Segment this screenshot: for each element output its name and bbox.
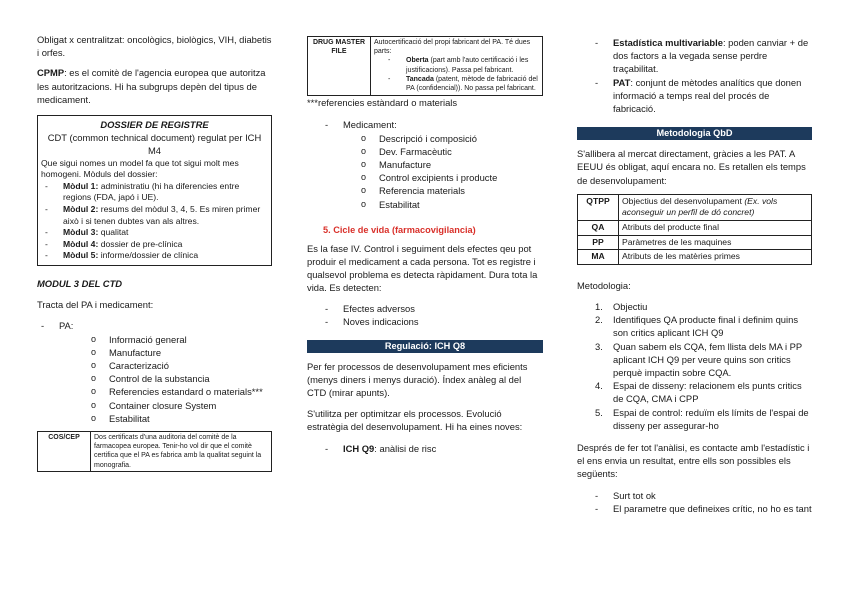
pa-label: - PA: xyxy=(37,319,272,332)
step-text: Quan sabem els CQA, fem llista dels MA i PP aplicant ICH Q9 per veure quins son critics perquè impactin sobre CQA. xyxy=(613,340,802,379)
module-label: Mòdul 2: xyxy=(63,204,99,214)
section-5-text: Es la fase IV. Control i seguiment dels efectes qeu pot produir el medicament a cada persona. Tot es registre i qualsevol problema es detecta ràpidament. Dura tota la vida. Es detecten: xyxy=(307,242,538,294)
detect-item: - Efectes adversos xyxy=(321,302,543,315)
module-text: resums del mòdul 3, 4, 5. Es miren primer això i si tenen dubtes van als altres. xyxy=(63,204,261,226)
ich-label: ICH Q9 xyxy=(343,443,375,455)
med-item: o Referencia materials xyxy=(361,184,543,197)
tool-label: Estadística multivariable xyxy=(613,37,723,48)
module-item xyxy=(41,181,268,204)
module-label: Mòdul 4: xyxy=(63,238,99,249)
drug-part-label: Tancada xyxy=(406,75,434,83)
dossier-intro: Que sigui nomes un model fa que tot sigui molt mes homogeni. Mòduls del dossier: xyxy=(41,157,239,180)
pa-list xyxy=(37,319,272,332)
section-5-title: 5. Cicle de vida (farmacovigilancia) xyxy=(323,224,476,235)
pa-item: o Manufacture xyxy=(91,346,272,359)
table-row xyxy=(578,221,812,236)
tool-text: : conjunt de mètodes analítics que donen informació a temps real del procés de fabricació. xyxy=(613,76,802,115)
table-value xyxy=(619,194,812,220)
step-item: 3. Quan sabem els CQA, fem llista dels MA i PP aplicant ICH Q9 per veure quins son critics perquè impactin sobre CQA. xyxy=(595,340,802,379)
result-item: - El parametre que defineixes crític, no ho es tant xyxy=(591,502,812,515)
drug-part xyxy=(384,56,539,74)
cpmp-paragraph xyxy=(37,66,272,106)
module-item xyxy=(41,227,268,239)
table-value: Paràmetres de les maquines xyxy=(619,235,812,250)
tool-item xyxy=(591,76,812,116)
after-text: Després de fer tot l'anàlisi, es contacte amb l'estadístic i el ens envia un resultat, entre ells son possibles els següents: xyxy=(577,442,810,480)
med-list xyxy=(321,118,543,131)
ich-text: : anàlisi de risc xyxy=(374,443,437,455)
drug-part-label: Oberta xyxy=(406,57,429,65)
table-key: PP xyxy=(578,235,619,250)
detect-list xyxy=(321,302,543,328)
module-text: administratiu (hi ha diferencies entre regions (FDA, japó i UE). xyxy=(63,180,240,203)
pa-item: o Container closure System xyxy=(91,399,272,412)
dossier-subtitle: CDT (common technical document) regulat per ICH M4 xyxy=(47,132,262,157)
module-label: Mòdul 3: xyxy=(63,227,99,238)
pa-item: o Control de la substancia xyxy=(91,372,272,385)
tool-text: : poden canviar + de dos factors a la vegada sense perdre traçabilitat. xyxy=(613,37,809,75)
tool-item xyxy=(591,36,812,76)
column-1 xyxy=(37,0,272,472)
dossier-modules xyxy=(41,181,268,262)
table-value: Atributs del producte final xyxy=(619,221,812,236)
drug-part-text: (part amb l'auto certificació i les justificacions). Passa pel fabricant. xyxy=(406,57,529,74)
cos-label: COS/CEP xyxy=(38,432,91,472)
pa-item: o Caracterizació xyxy=(91,359,272,372)
table-row xyxy=(578,250,812,265)
metodologia-label: Metodologia: xyxy=(577,279,631,291)
table-value-text: Objectius del desenvolupament xyxy=(622,195,745,206)
ich-list xyxy=(321,442,543,455)
med-item: o Manufacture xyxy=(361,158,543,171)
module-text: qualitat xyxy=(98,227,129,238)
module-item xyxy=(41,250,268,262)
dossier-title: DOSSIER DE REGISTRE xyxy=(100,119,209,131)
step-text: Identifiques QA producte final i definim quins son critics aplicant ICH Q9 xyxy=(613,314,799,339)
intro-paragraph: Obligat x centralitzat: oncològics, biològics, VIH, diabetis i orfes. xyxy=(37,34,272,59)
drug-parts xyxy=(384,56,539,93)
drug-intro: Autocertificació del propi fabricant del PA. Té dues parts: xyxy=(374,39,531,56)
module-item xyxy=(41,239,268,251)
table-key: QTPP xyxy=(578,194,619,220)
step-text: Objectiu xyxy=(613,301,648,312)
table-value: Atributs de les matèries primes xyxy=(619,250,812,265)
drug-master-file-table xyxy=(307,36,543,96)
results-list xyxy=(591,489,812,515)
step-item: 5. Espai de control: reduïm els límits de l'espai de disseny per assegurar-ho xyxy=(595,406,809,431)
table-key: MA xyxy=(578,250,619,265)
regulacio-p2: S'utilitza per optimitzar els processos. Evolució estratègia del desenvolupament. Hi ha eines noves: xyxy=(307,407,523,432)
med-item: o Estabilitat xyxy=(361,198,543,211)
ich-item xyxy=(321,442,543,455)
med-item: o Descripció i composició xyxy=(361,132,543,145)
step-item: 4. Espai de disseny: relacionem els punts critics de CQA, CMA i CPP xyxy=(595,380,802,405)
step-item: 2. Identifiques QA producte final i definim quins son critics aplicant ICH Q9 xyxy=(595,314,799,339)
pa-item: o Referencies estandard o materials*** xyxy=(91,385,272,398)
step-text: Espai de control: reduïm els límits de l'espai de disseny per assegurar-ho xyxy=(613,406,809,431)
table-value-example: (Ex. vols aconseguir un perfil de dó concret) xyxy=(622,195,778,218)
detect-item: - Noves indicacions xyxy=(321,315,543,328)
cos-text: Dos certificats d'una auditoria del comitè de la farmacopea europea. Tenir-ho vol dir que el comitè certifica que el PA es fabrica amb la qualitat seguint la monografia. xyxy=(91,432,272,472)
dossier-box xyxy=(37,115,272,266)
tools-list xyxy=(591,36,812,115)
step-text: Espai de disseny: relacionem els punts critics de CQA, CMA i CPP xyxy=(613,380,802,405)
med-items xyxy=(361,132,543,211)
module-text: informe/dossier de clínica xyxy=(98,250,199,261)
table-row xyxy=(578,194,812,220)
mod3-intro: Tracta del PA i medicament: xyxy=(37,299,154,311)
module-label: Mòdul 1: xyxy=(63,180,99,191)
med-label: - Medicament: xyxy=(321,118,543,131)
qbd-bar: Metodologia QbD xyxy=(577,127,812,140)
pa-items xyxy=(91,333,272,425)
med-item: o Dev. Farmacèutic xyxy=(361,145,543,158)
result-item: - Surt tot ok xyxy=(591,489,812,502)
med-item: o Control excipients i producte xyxy=(361,171,543,184)
module-label: Mòdul 5: xyxy=(63,250,99,261)
drug-label: DRUG MASTER FILE xyxy=(308,37,371,96)
mod3-heading: MODUL 3 DEL CTD xyxy=(37,277,123,289)
column-3 xyxy=(577,0,812,515)
module-item xyxy=(41,204,268,227)
pa-item: o Informació general xyxy=(91,333,272,346)
ref-note: ***referencies estàndard o materials xyxy=(307,97,458,109)
cpmp-term: CPMP xyxy=(37,67,65,79)
regulacio-p1: Per fer processos de desenvolupament mes eficients (menys diners i menys duració). Índex anàleg al del CTD (mirar apunts). xyxy=(307,361,528,399)
qbd-table xyxy=(577,194,812,265)
cos-cep-table xyxy=(37,431,272,472)
tool-label: PAT xyxy=(613,76,631,88)
module-text: dossier de pre-clínica xyxy=(98,238,183,249)
table-row xyxy=(578,235,812,250)
qbd-text: S'allibera al mercat directament, gràcies a les PAT. A EEUU és obligat, aquí encara no. Es retallen els temps de desenvolupament: xyxy=(577,148,806,186)
regulacio-bar: Regulació: ICH Q8 xyxy=(307,340,543,353)
drug-content xyxy=(371,37,543,96)
steps-list xyxy=(577,300,812,432)
drug-part-text: (patent, mètode de fabricació del PA (confidencial)). No passa pel fabricant. xyxy=(406,75,538,93)
step-item: 1. Objectiu xyxy=(595,301,648,312)
pa-item: o Estabilitat xyxy=(91,412,272,425)
table-key: QA xyxy=(578,221,619,236)
drug-part xyxy=(384,75,539,93)
cpmp-text: : es el comitè de l'agencia europea que autoritza les autoritzacions. Hi ha subgrups depèn del tipus de medicament. xyxy=(37,67,266,105)
column-2 xyxy=(307,0,543,455)
